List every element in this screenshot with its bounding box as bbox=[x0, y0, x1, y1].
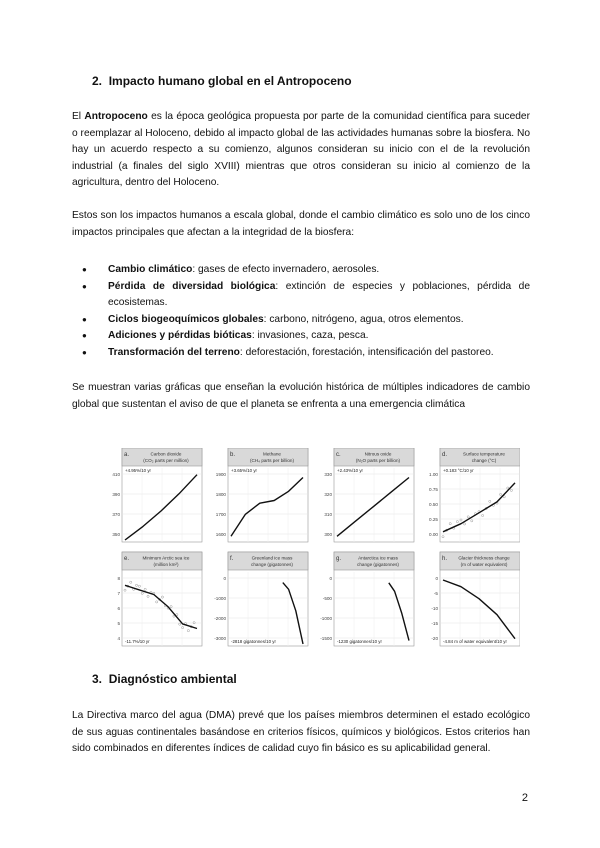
y-tick-label: 1600 bbox=[215, 531, 226, 537]
panel-title: Glacier thickness change bbox=[458, 555, 510, 561]
y-tick-label: 6 bbox=[117, 605, 120, 611]
y-tick-label: 1900 bbox=[215, 471, 226, 477]
y-tick-label: 1700 bbox=[215, 511, 226, 517]
y-tick-label: 330 bbox=[324, 471, 332, 477]
dma-paragraph: La Directiva marco del agua (DMA) prevé que los países miembros determinen el estado ecológico de sus aguas continentales basándose en criterios físicos, químicos y biológicos. Estos criterios han sido combinados en diferentes índices de calidad cuyo fin básico es su aplicabilidad general. bbox=[72, 710, 530, 754]
y-tick-label: 0.00 bbox=[429, 531, 438, 537]
section-2-title: Impacto humano global en el Antropoceno bbox=[108, 74, 352, 88]
list-item-text: : carbono, nitrógeno, agua, otros elementos. bbox=[263, 313, 464, 325]
panel-annotation: +3.65%/10 yr bbox=[231, 468, 257, 473]
y-tick-label: -500 bbox=[322, 595, 332, 601]
y-tick-label: 7 bbox=[117, 590, 120, 596]
panel-title: Surface temperature bbox=[463, 451, 505, 457]
panel-subtitle: (million km²) bbox=[153, 562, 179, 567]
y-tick-label: 320 bbox=[324, 491, 332, 497]
panel-annotation: -2818 gigatonnes/10 yr bbox=[231, 639, 276, 644]
panel-letter: f. bbox=[230, 556, 234, 562]
page-number: 2 bbox=[521, 792, 528, 804]
y-tick-label: -3000 bbox=[214, 635, 226, 641]
y-tick-label: 1.00 bbox=[429, 471, 438, 477]
panel-subtitle: (CH₄ parts per billion) bbox=[250, 458, 294, 463]
y-tick-label: -1500 bbox=[320, 635, 332, 641]
list-item bbox=[108, 345, 530, 362]
y-tick-label: 350 bbox=[112, 531, 120, 537]
panel-title: Methane bbox=[263, 451, 281, 457]
panel-letter: c. bbox=[336, 452, 341, 458]
y-tick-label: 0.50 bbox=[429, 501, 438, 507]
list-item bbox=[108, 279, 530, 312]
y-tick-label: 8 bbox=[117, 575, 120, 581]
section-3-number: 3. bbox=[92, 672, 103, 686]
y-tick-label: -20 bbox=[431, 635, 438, 641]
charts-intro-paragraph: Se muestran varias gráficas que enseñan la evolución histórica de múltiples indicadores de cambio global que sustentan el aviso de que el planeta se enfrenta a una emergencia climática bbox=[72, 382, 530, 410]
y-tick-label: -5 bbox=[433, 590, 438, 596]
panel-subtitle: change (gigatonnes) bbox=[357, 562, 399, 567]
section-2-number: 2. bbox=[92, 74, 103, 88]
list-item bbox=[108, 262, 530, 279]
panel-title: Antarctica ice mass bbox=[358, 555, 398, 561]
paragraph-text: es la época geológica propuesta por parte de la comunidad científica para suceder o reemplazar al Holoceno, debido al impacto global de las actividades humanas sobre la biosfera. No hay un acuerdo respecto a su comienzo, algunos consideran su inicio con el de la revolución industrial (a finales del siglo XVIII) mientras que otros consideran su inicio al comienzo de la agricultura, dentro del Holoceno. bbox=[72, 111, 530, 188]
panel-letter: b. bbox=[230, 452, 236, 458]
list-item bbox=[108, 312, 530, 329]
panel-letter: a. bbox=[124, 452, 130, 458]
antropoceno-paragraph bbox=[72, 109, 530, 192]
y-tick-label: 5 bbox=[117, 620, 120, 626]
impacts-list bbox=[72, 262, 530, 361]
y-tick-label: 0.75 bbox=[429, 486, 438, 492]
global-change-indicators-figure bbox=[100, 448, 520, 653]
chart-panel-c bbox=[324, 448, 414, 542]
panel-subtitle: change (gigatonnes) bbox=[251, 562, 293, 567]
panel-letter: h. bbox=[442, 556, 448, 562]
chart-panel-g bbox=[320, 552, 414, 646]
y-tick-label: 1800 bbox=[215, 491, 226, 497]
list-item-bold: Cambio climático bbox=[108, 264, 193, 275]
list-item-text: : deforestación, forestación, intensificación del pastoreo. bbox=[239, 346, 494, 358]
panel-annotation: -4.84 m of water equivalent/10 yr bbox=[443, 639, 507, 644]
chart-panel-f bbox=[214, 552, 308, 646]
panel-title: Greenland ice mass bbox=[251, 555, 293, 561]
panel-annotation: +4.95%/10 yr bbox=[125, 468, 151, 473]
y-tick-label: 370 bbox=[112, 511, 120, 517]
list-item-text: : invasiones, caza, pesca. bbox=[251, 330, 369, 341]
list-item-text: : gases de efecto invernadero, aerosoles. bbox=[192, 264, 380, 275]
list-item-bold: Ciclos biogeoquímicos globales bbox=[108, 313, 264, 325]
y-tick-label: 0 bbox=[223, 575, 226, 581]
section-3-title: Diagnóstico ambiental bbox=[108, 672, 237, 686]
chart-panel-d bbox=[429, 448, 520, 542]
chart-panel-a bbox=[112, 448, 202, 542]
panel-subtitle: (CO₂ parts per million) bbox=[143, 458, 189, 463]
panel-letter: g. bbox=[336, 556, 342, 562]
chart-panel-b bbox=[216, 448, 308, 542]
panel-subtitle: (N₂O parts per billion) bbox=[355, 458, 401, 463]
y-tick-label: 0 bbox=[329, 575, 332, 581]
list-item-bold: Adiciones y pérdidas bióticas bbox=[108, 330, 252, 341]
list-item-bold: Transformación del terreno bbox=[108, 346, 240, 358]
panel-annotation: +0.183 °C/10 yr bbox=[443, 468, 474, 473]
panel-annotation: +2.43%/10 yr bbox=[337, 468, 363, 473]
y-tick-label: 300 bbox=[324, 531, 332, 537]
y-tick-label: 4 bbox=[117, 635, 120, 641]
y-tick-label: -10 bbox=[431, 605, 438, 611]
list-item bbox=[108, 328, 530, 345]
y-tick-label: 390 bbox=[112, 491, 120, 497]
panel-letter: d. bbox=[442, 452, 448, 458]
panel-annotation: -1230 gigatonnes/10 yr bbox=[337, 639, 382, 644]
section-3-heading bbox=[92, 672, 237, 686]
list-item-bold: Pérdida de diversidad biológica bbox=[108, 280, 276, 292]
y-tick-label: 0 bbox=[435, 575, 438, 581]
y-tick-label: -15 bbox=[431, 620, 438, 626]
antropoceno-term: Antropoceno bbox=[84, 111, 148, 122]
panel-subtitle: (m of water equivalent) bbox=[460, 562, 508, 567]
list-item-text: : extinción de especies y poblaciones, pérdida de ecosistemas. bbox=[108, 280, 530, 308]
panel-subtitle: change (°C) bbox=[471, 458, 497, 463]
y-tick-label: 310 bbox=[324, 511, 332, 517]
y-tick-label: 0.25 bbox=[429, 516, 438, 522]
y-tick-label: -1000 bbox=[214, 595, 226, 601]
panel-title: Minimum Arctic sea ice bbox=[142, 555, 190, 561]
panel-letter: e. bbox=[124, 556, 130, 562]
panel-title: Nitrous oxide bbox=[364, 451, 392, 457]
chart-panel-h bbox=[431, 552, 520, 646]
section-2-heading bbox=[92, 74, 352, 88]
paragraph-text: El bbox=[72, 111, 85, 122]
y-tick-label: 410 bbox=[112, 471, 120, 477]
chart-panel-e bbox=[117, 552, 202, 646]
y-tick-label: -1000 bbox=[320, 615, 332, 621]
panel-title: Carbon dioxide bbox=[150, 451, 182, 457]
panel-annotation: -11.7%/10 yr bbox=[125, 639, 150, 644]
y-tick-label: -2000 bbox=[214, 615, 226, 621]
impacts-intro-paragraph: Estos son los impactos humanos a escala global, donde el cambio climático es solo uno de los cinco impactos principales que afectan a la integridad de la biosfera: bbox=[72, 210, 530, 238]
